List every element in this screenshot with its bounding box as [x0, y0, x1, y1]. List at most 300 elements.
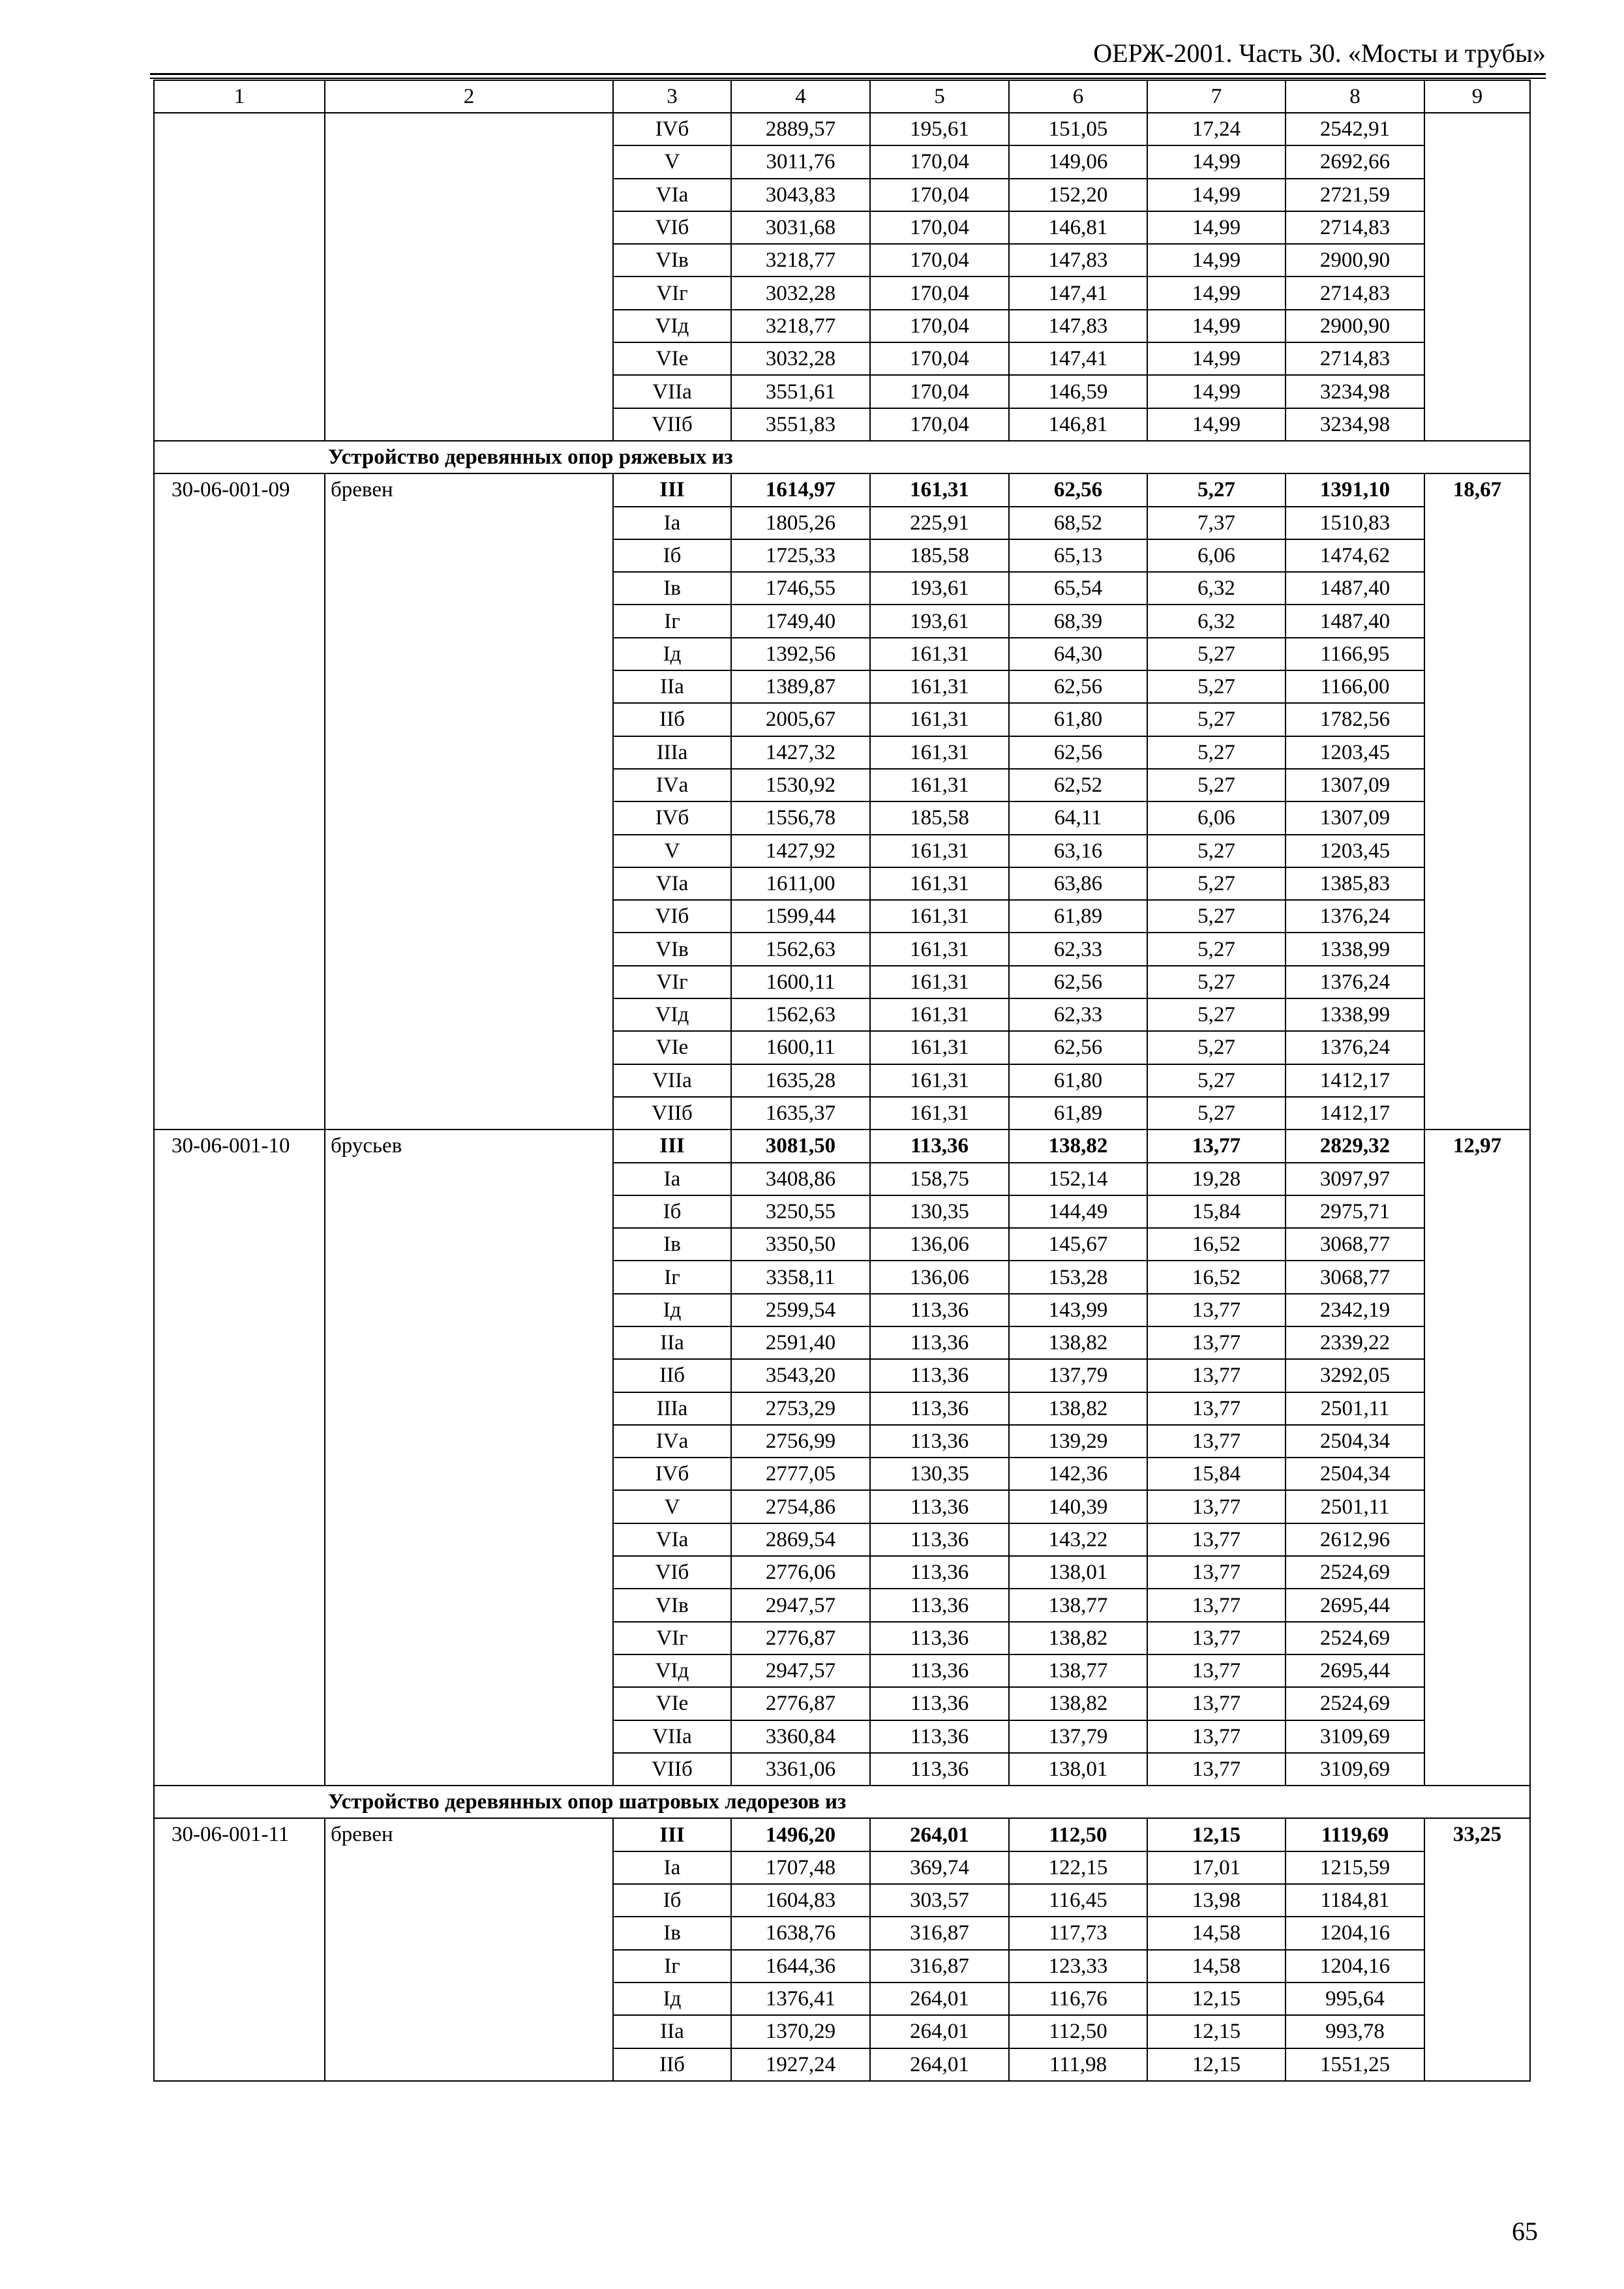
value-cell: 123,33 — [1009, 1950, 1147, 1982]
value-cell: 1927,24 — [731, 2048, 870, 2081]
value-cell: 2776,87 — [731, 1622, 870, 1654]
norms-table — [153, 80, 1531, 2082]
value-cell: 14,58 — [1147, 1950, 1286, 1982]
value-cell: 139,29 — [1009, 1425, 1147, 1458]
value-cell: 17,01 — [1147, 1851, 1286, 1884]
value-cell: 112,50 — [1009, 2015, 1147, 2048]
zone-class: VIв — [613, 933, 731, 965]
value-cell: 1203,45 — [1286, 736, 1424, 769]
value-cell: 138,77 — [1009, 1589, 1147, 1621]
value-cell: 13,77 — [1147, 1326, 1286, 1359]
zone-class: Iа — [613, 507, 731, 539]
value-cell: 993,78 — [1286, 2015, 1424, 2048]
zone-class: IIб — [613, 703, 731, 736]
value-cell: 161,31 — [870, 966, 1009, 998]
value-cell: 1599,44 — [731, 900, 870, 933]
value-cell: 6,32 — [1147, 572, 1286, 605]
value-cell: 161,31 — [870, 703, 1009, 736]
value-cell: 2714,83 — [1286, 277, 1424, 309]
value-cell: 14,99 — [1147, 244, 1286, 277]
value-cell: 1204,16 — [1286, 1950, 1424, 1982]
zone-class: IVб — [613, 113, 731, 145]
value-cell: 15,84 — [1147, 1458, 1286, 1490]
zone-class: Iб — [613, 1195, 731, 1228]
value-cell: 1600,11 — [731, 966, 870, 998]
value-cell: 5,27 — [1147, 1097, 1286, 1130]
value-cell: 1487,40 — [1286, 572, 1424, 605]
value-cell: 2975,71 — [1286, 1195, 1424, 1228]
value-cell: 2947,57 — [731, 1654, 870, 1687]
value-cell: 1805,26 — [731, 507, 870, 539]
zone-class: Iа — [613, 1851, 731, 1884]
value-cell: 1600,11 — [731, 1031, 870, 1064]
value-cell: 170,04 — [870, 342, 1009, 375]
value-cell: 113,36 — [870, 1425, 1009, 1458]
value-cell: 1376,24 — [1286, 1031, 1424, 1064]
value-cell: 1385,83 — [1286, 867, 1424, 900]
value-cell: 138,82 — [1009, 1130, 1147, 1162]
value-cell: 3032,28 — [731, 342, 870, 375]
table-row — [154, 1130, 1530, 1162]
value-cell: 136,06 — [870, 1261, 1009, 1293]
value-cell: 170,04 — [870, 408, 1009, 441]
value-cell: 1184,81 — [1286, 1884, 1424, 1917]
column-number: 2 — [325, 80, 613, 113]
norm-code: 30-06-001-11 — [154, 1818, 325, 2080]
value-cell: 1376,24 — [1286, 900, 1424, 933]
zone-class: V — [613, 835, 731, 867]
value-cell: 138,82 — [1009, 1622, 1147, 1654]
norm-code: 30-06-001-09 — [154, 473, 325, 1130]
value-cell: 3068,77 — [1286, 1261, 1424, 1293]
work-name: бревен — [325, 1818, 613, 2080]
value-cell: 13,77 — [1147, 1392, 1286, 1425]
norm-code: 30-06-001-10 — [154, 1130, 325, 1786]
value-cell: 5,27 — [1147, 835, 1286, 867]
zone-class: Iг — [613, 605, 731, 637]
value-cell: 264,01 — [870, 1982, 1009, 2015]
value-cell: 2542,91 — [1286, 113, 1424, 145]
zone-class: VIг — [613, 966, 731, 998]
value-cell: 1389,87 — [731, 670, 870, 703]
zone-class: V — [613, 145, 731, 178]
value-cell: 14,99 — [1147, 211, 1286, 244]
value-cell: 161,31 — [870, 867, 1009, 900]
section-title: Устройство деревянных опор шатровых ледорезов из — [154, 1786, 1530, 1818]
zone-class: VIд — [613, 310, 731, 342]
value-cell: 130,35 — [870, 1195, 1009, 1228]
value-cell: 2754,86 — [731, 1490, 870, 1523]
value-cell: 63,16 — [1009, 835, 1147, 867]
column-number: 7 — [1147, 80, 1286, 113]
value-cell: 193,61 — [870, 572, 1009, 605]
value-cell: 14,99 — [1147, 277, 1286, 309]
value-cell: 1427,92 — [731, 835, 870, 867]
zone-class: VIа — [613, 1523, 731, 1556]
value-cell: 161,31 — [870, 1064, 1009, 1097]
value-cell: 5,27 — [1147, 966, 1286, 998]
value-cell: 62,33 — [1009, 998, 1147, 1031]
value-cell: 5,27 — [1147, 473, 1286, 506]
value-cell: 193,61 — [870, 605, 1009, 637]
value-cell: 113,36 — [870, 1720, 1009, 1753]
value-cell: 137,79 — [1009, 1359, 1147, 1392]
value-cell: 5,27 — [1147, 933, 1286, 965]
value-cell: 6,06 — [1147, 539, 1286, 572]
value-cell: 12,15 — [1147, 1818, 1286, 1851]
value-cell: 15,84 — [1147, 1195, 1286, 1228]
zone-class: IIIа — [613, 736, 731, 769]
value-cell: 161,31 — [870, 473, 1009, 506]
value-cell: 5,27 — [1147, 1064, 1286, 1097]
value-cell: 3031,68 — [731, 211, 870, 244]
value-cell: 62,56 — [1009, 670, 1147, 703]
value-cell: 995,64 — [1286, 1982, 1424, 2015]
value-cell: 147,83 — [1009, 310, 1147, 342]
labor-cost: 18,67 — [1424, 473, 1530, 1130]
zone-class: Iд — [613, 1294, 731, 1326]
value-cell: 1203,45 — [1286, 835, 1424, 867]
value-cell: 2339,22 — [1286, 1326, 1424, 1359]
header-rule-thin — [150, 78, 1546, 79]
zone-class: Iд — [613, 638, 731, 670]
labor-cost: 33,25 — [1424, 1818, 1530, 2080]
value-cell: 2504,34 — [1286, 1425, 1424, 1458]
zone-class: Iв — [613, 572, 731, 605]
value-cell: 62,56 — [1009, 1031, 1147, 1064]
zone-class: VIв — [613, 244, 731, 277]
value-cell: 1204,16 — [1286, 1917, 1424, 1949]
value-cell: 303,57 — [870, 1884, 1009, 1917]
section-row — [154, 1786, 1530, 1818]
value-cell: 116,76 — [1009, 1982, 1147, 2015]
value-cell: 13,77 — [1147, 1654, 1286, 1687]
value-cell: 147,83 — [1009, 244, 1147, 277]
value-cell: 3360,84 — [731, 1720, 870, 1753]
zone-class: Iг — [613, 1261, 731, 1293]
value-cell: 145,67 — [1009, 1228, 1147, 1261]
header-rule — [150, 73, 1546, 75]
value-cell: 3043,83 — [731, 179, 870, 211]
value-cell: 1530,92 — [731, 769, 870, 801]
zone-class: VIв — [613, 1589, 731, 1621]
value-cell: 3234,98 — [1286, 408, 1424, 441]
zone-class: VIе — [613, 342, 731, 375]
value-cell: 225,91 — [870, 507, 1009, 539]
value-cell: 2524,69 — [1286, 1556, 1424, 1589]
zone-class: IVа — [613, 1425, 731, 1458]
zone-class: IIа — [613, 1326, 731, 1359]
zone-class: VIIб — [613, 408, 731, 441]
value-cell: 6,06 — [1147, 801, 1286, 834]
value-cell: 138,82 — [1009, 1687, 1147, 1720]
value-cell: 138,01 — [1009, 1753, 1147, 1786]
value-cell: 1427,32 — [731, 736, 870, 769]
value-cell: 1604,83 — [731, 1884, 870, 1917]
value-cell: 1412,17 — [1286, 1064, 1424, 1097]
value-cell: 3361,06 — [731, 1753, 870, 1786]
value-cell: 113,36 — [870, 1130, 1009, 1162]
zone-class: VIIб — [613, 1753, 731, 1786]
value-cell: 3551,83 — [731, 408, 870, 441]
value-cell: 2524,69 — [1286, 1622, 1424, 1654]
value-cell: 13,77 — [1147, 1359, 1286, 1392]
page-header: ОЕРЖ-2001. Часть 30. «Мосты и трубы» — [1093, 38, 1546, 68]
value-cell: 12,15 — [1147, 2015, 1286, 2048]
value-cell: 14,58 — [1147, 1917, 1286, 1949]
value-cell: 1166,95 — [1286, 638, 1424, 670]
value-cell: 5,27 — [1147, 769, 1286, 801]
value-cell: 1638,76 — [731, 1917, 870, 1949]
value-cell: 137,79 — [1009, 1720, 1147, 1753]
value-cell: 1307,09 — [1286, 801, 1424, 834]
value-cell: 2501,11 — [1286, 1392, 1424, 1425]
value-cell: 112,50 — [1009, 1818, 1147, 1851]
value-cell: 161,31 — [870, 933, 1009, 965]
value-cell: 113,36 — [870, 1589, 1009, 1621]
value-cell: 138,82 — [1009, 1392, 1147, 1425]
value-cell: 1611,00 — [731, 867, 870, 900]
value-cell: 2342,19 — [1286, 1294, 1424, 1326]
value-cell: 264,01 — [870, 2048, 1009, 2081]
value-cell: 62,56 — [1009, 736, 1147, 769]
value-cell: 61,89 — [1009, 900, 1147, 933]
value-cell: 3097,97 — [1286, 1163, 1424, 1195]
value-cell: 185,58 — [870, 801, 1009, 834]
value-cell: 195,61 — [870, 113, 1009, 145]
value-cell: 62,52 — [1009, 769, 1147, 801]
value-cell: 1496,20 — [731, 1818, 870, 1851]
table-row — [154, 473, 1530, 506]
value-cell: 1392,56 — [731, 638, 870, 670]
value-cell: 2947,57 — [731, 1589, 870, 1621]
zone-class: IIа — [613, 2015, 731, 2048]
value-cell: 161,31 — [870, 1097, 1009, 1130]
value-cell: 12,15 — [1147, 2048, 1286, 2081]
column-number: 8 — [1286, 80, 1424, 113]
value-cell: 3011,76 — [731, 145, 870, 178]
value-cell: 13,77 — [1147, 1622, 1286, 1654]
value-cell: 1370,29 — [731, 2015, 870, 2048]
value-cell: 3543,20 — [731, 1359, 870, 1392]
value-cell: 316,87 — [870, 1950, 1009, 1982]
section-title: Устройство деревянных опор ряжевых из — [154, 441, 1530, 473]
value-cell: 3218,77 — [731, 310, 870, 342]
value-cell: 2005,67 — [731, 703, 870, 736]
value-cell: 147,41 — [1009, 342, 1147, 375]
value-cell: 14,99 — [1147, 375, 1286, 408]
value-cell: 147,41 — [1009, 277, 1147, 309]
value-cell: 161,31 — [870, 736, 1009, 769]
zone-class: IIIа — [613, 1392, 731, 1425]
value-cell: 152,14 — [1009, 1163, 1147, 1195]
value-cell: 149,06 — [1009, 145, 1147, 178]
value-cell: 2714,83 — [1286, 342, 1424, 375]
value-cell: 3551,61 — [731, 375, 870, 408]
value-cell: 5,27 — [1147, 736, 1286, 769]
value-cell: 146,81 — [1009, 211, 1147, 244]
value-cell: 14,99 — [1147, 179, 1286, 211]
value-cell: 13,77 — [1147, 1523, 1286, 1556]
value-cell: 1614,97 — [731, 473, 870, 506]
value-cell: 1635,37 — [731, 1097, 870, 1130]
zone-class: VIб — [613, 1556, 731, 1589]
value-cell: 140,39 — [1009, 1490, 1147, 1523]
value-cell: 3408,86 — [731, 1163, 870, 1195]
value-cell: 170,04 — [870, 244, 1009, 277]
value-cell: 13,77 — [1147, 1720, 1286, 1753]
value-cell: 2692,66 — [1286, 145, 1424, 178]
zone-class: VIIа — [613, 375, 731, 408]
value-cell: 138,82 — [1009, 1326, 1147, 1359]
value-cell: 1487,40 — [1286, 605, 1424, 637]
value-cell: 170,04 — [870, 145, 1009, 178]
value-cell: 1307,09 — [1286, 769, 1424, 801]
value-cell: 3109,69 — [1286, 1753, 1424, 1786]
value-cell: 6,32 — [1147, 605, 1286, 637]
value-cell: 1635,28 — [731, 1064, 870, 1097]
value-cell: 16,52 — [1147, 1228, 1286, 1261]
value-cell: 17,24 — [1147, 113, 1286, 145]
value-cell: 113,36 — [870, 1326, 1009, 1359]
value-cell: 62,33 — [1009, 933, 1147, 965]
zone-class: III — [613, 473, 731, 506]
value-cell: 3081,50 — [731, 1130, 870, 1162]
value-cell: 1338,99 — [1286, 998, 1424, 1031]
value-cell: 144,49 — [1009, 1195, 1147, 1228]
value-cell: 2900,90 — [1286, 244, 1424, 277]
work-name: бревен — [325, 473, 613, 1130]
value-cell: 61,89 — [1009, 1097, 1147, 1130]
value-cell: 1338,99 — [1286, 933, 1424, 965]
zone-class: IVа — [613, 769, 731, 801]
zone-class: IVб — [613, 1458, 731, 1490]
value-cell: 14,99 — [1147, 310, 1286, 342]
value-cell: 14,99 — [1147, 342, 1286, 375]
value-cell: 138,77 — [1009, 1654, 1147, 1687]
value-cell: 161,31 — [870, 998, 1009, 1031]
value-cell: 2776,87 — [731, 1687, 870, 1720]
value-cell: 1391,10 — [1286, 473, 1424, 506]
value-cell: 113,36 — [870, 1392, 1009, 1425]
column-number: 9 — [1424, 80, 1530, 113]
value-cell: 2869,54 — [731, 1523, 870, 1556]
value-cell: 369,74 — [870, 1851, 1009, 1884]
column-number-row — [154, 80, 1530, 113]
value-cell: 2599,54 — [731, 1294, 870, 1326]
value-cell: 2753,29 — [731, 1392, 870, 1425]
zone-class: VIа — [613, 179, 731, 211]
value-cell: 113,36 — [870, 1359, 1009, 1392]
value-cell: 3109,69 — [1286, 1720, 1424, 1753]
value-cell: 7,37 — [1147, 507, 1286, 539]
column-number: 5 — [870, 80, 1009, 113]
value-cell: 113,36 — [870, 1753, 1009, 1786]
value-cell: 2612,96 — [1286, 1523, 1424, 1556]
value-cell: 68,52 — [1009, 507, 1147, 539]
zone-class: IIб — [613, 2048, 731, 2081]
value-cell: 2714,83 — [1286, 211, 1424, 244]
zone-class: Iд — [613, 1982, 731, 2015]
value-cell: 2695,44 — [1286, 1589, 1424, 1621]
value-cell: 12,15 — [1147, 1982, 1286, 2015]
work-name: брусьев — [325, 1130, 613, 1786]
value-cell: 161,31 — [870, 900, 1009, 933]
value-cell: 1376,41 — [731, 1982, 870, 2015]
value-cell: 65,13 — [1009, 539, 1147, 572]
value-cell: 264,01 — [870, 1818, 1009, 1851]
value-cell: 142,36 — [1009, 1458, 1147, 1490]
value-cell: 170,04 — [870, 310, 1009, 342]
labor-cost: 12,97 — [1424, 1130, 1530, 1786]
value-cell: 113,36 — [870, 1294, 1009, 1326]
value-cell: 1644,36 — [731, 1950, 870, 1982]
value-cell: 2889,57 — [731, 113, 870, 145]
value-cell: 62,56 — [1009, 473, 1147, 506]
value-cell: 3032,28 — [731, 277, 870, 309]
value-cell: 19,28 — [1147, 1163, 1286, 1195]
column-number: 1 — [154, 80, 325, 113]
value-cell: 1474,62 — [1286, 539, 1424, 572]
value-cell: 152,20 — [1009, 179, 1147, 211]
value-cell: 3218,77 — [731, 244, 870, 277]
value-cell: 14,99 — [1147, 408, 1286, 441]
value-cell: 1551,25 — [1286, 2048, 1424, 2081]
zone-class: IIа — [613, 670, 731, 703]
value-cell: 1562,63 — [731, 933, 870, 965]
value-cell: 138,01 — [1009, 1556, 1147, 1589]
zone-class: VIб — [613, 211, 731, 244]
value-cell: 3292,05 — [1286, 1359, 1424, 1392]
value-cell: 170,04 — [870, 179, 1009, 211]
value-cell: 2504,34 — [1286, 1458, 1424, 1490]
value-cell: 13,77 — [1147, 1687, 1286, 1720]
labor-cost — [1424, 113, 1530, 441]
value-cell: 1510,83 — [1286, 507, 1424, 539]
value-cell: 153,28 — [1009, 1261, 1147, 1293]
value-cell: 1725,33 — [731, 539, 870, 572]
value-cell: 2721,59 — [1286, 179, 1424, 211]
value-cell: 13,77 — [1147, 1294, 1286, 1326]
zone-class: VIг — [613, 277, 731, 309]
page-number: 65 — [1512, 2217, 1538, 2246]
value-cell: 2900,90 — [1286, 310, 1424, 342]
value-cell: 3250,55 — [731, 1195, 870, 1228]
value-cell: 5,27 — [1147, 638, 1286, 670]
value-cell: 161,31 — [870, 670, 1009, 703]
zone-class: IVб — [613, 801, 731, 834]
value-cell: 113,36 — [870, 1622, 1009, 1654]
zone-class: Iв — [613, 1228, 731, 1261]
value-cell: 113,36 — [870, 1523, 1009, 1556]
value-cell: 13,77 — [1147, 1556, 1286, 1589]
value-cell: 13,77 — [1147, 1425, 1286, 1458]
value-cell: 161,31 — [870, 1031, 1009, 1064]
value-cell: 1376,24 — [1286, 966, 1424, 998]
value-cell: 264,01 — [870, 2015, 1009, 2048]
zone-class: IIб — [613, 1359, 731, 1392]
value-cell: 113,36 — [870, 1687, 1009, 1720]
value-cell: 61,80 — [1009, 1064, 1147, 1097]
value-cell: 170,04 — [870, 211, 1009, 244]
value-cell: 64,11 — [1009, 801, 1147, 834]
value-cell: 3350,50 — [731, 1228, 870, 1261]
value-cell: 170,04 — [870, 375, 1009, 408]
value-cell: 62,56 — [1009, 966, 1147, 998]
value-cell: 161,31 — [870, 638, 1009, 670]
zone-class: VIб — [613, 900, 731, 933]
value-cell: 14,99 — [1147, 145, 1286, 178]
